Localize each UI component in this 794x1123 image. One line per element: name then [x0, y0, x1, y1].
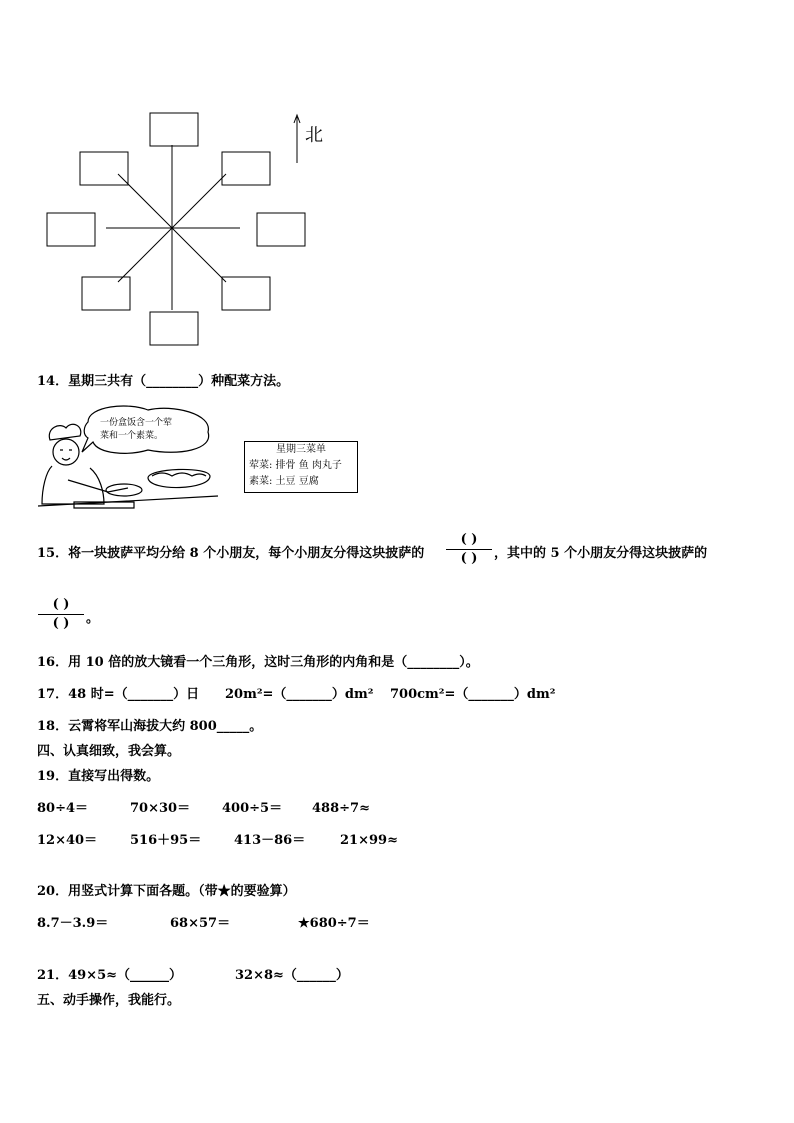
fraction-denominator: ( ): [460, 551, 478, 566]
counter: [38, 496, 218, 506]
box-northeast: [222, 152, 270, 185]
bowl: [148, 469, 210, 487]
compass-diagram: [40, 100, 340, 360]
menu-title: 星期三菜单: [276, 444, 326, 455]
section-5-heading: 五、动手操作，我能行。: [37, 993, 181, 1008]
chef-body: [42, 466, 104, 504]
compass-lines: [40, 100, 340, 360]
speech-line-2: 菜和一个素菜。: [100, 431, 164, 441]
question-16: 16．用 10 倍的放大镜看一个三角形，这时三角形的内角和是（________）。: [37, 655, 479, 670]
fraction-blank-1: [446, 531, 492, 568]
north-label: 北: [305, 125, 323, 146]
box-south: [150, 312, 198, 345]
calc-item: 70×30＝: [130, 801, 191, 816]
question-17-a: 17．48 时=（_______）日: [37, 687, 200, 702]
question-15-middle: ，其中的 5 个小朋友分得这块披萨的: [494, 546, 708, 561]
question-20-title: 20．用竖式计算下面各题。（带★的要验算）: [37, 884, 296, 899]
chef-hat: [49, 424, 81, 440]
box-east: [257, 213, 305, 246]
food: [152, 473, 206, 476]
fraction-denominator: ( ): [52, 616, 70, 631]
chef-head: [53, 439, 79, 465]
question-17-b: 20m²=（_______）dm²: [225, 687, 374, 702]
fraction-numerator: ( ): [460, 532, 478, 547]
menu-meat: 荤菜: 排骨 鱼 肉丸子: [249, 460, 342, 471]
fraction-numerator: ( ): [52, 597, 70, 612]
question-21-a: 21．49×5≈（______）: [37, 968, 183, 983]
question-21-b: 32×8≈（______）: [235, 968, 349, 983]
calc-item: 80÷4＝: [37, 801, 89, 816]
section-4-heading: 四、认真细致，我会算。: [37, 744, 181, 759]
menu-veg: 素菜: 土豆 豆腐: [249, 476, 319, 487]
calc-item: 400÷5＝: [222, 801, 283, 816]
calc-item: 488÷7≈: [312, 801, 370, 816]
chef-illustration: [38, 400, 218, 510]
vertical-calc-item: 8.7－3.9＝: [37, 916, 109, 931]
calc-item: 516＋95＝: [130, 833, 202, 848]
question-17-c: 700cm²=（_______）dm²: [390, 687, 556, 702]
question-14: 14．星期三共有（________）种配菜方法。: [37, 374, 290, 389]
speech-line-1: 一份盒饭含一个荤: [100, 418, 173, 428]
question-18: 18．云霄将军山海拔大约 800_____。: [37, 719, 263, 734]
box-northwest: [80, 152, 128, 185]
chef-arm: [68, 480, 128, 492]
plate: [106, 484, 142, 496]
question-15-before: 15．将一块披萨平均分给 8 个小朋友，每个小朋友分得这块披萨的: [37, 546, 425, 561]
box-west: [47, 213, 95, 246]
calc-item: 413－86＝: [234, 833, 306, 848]
calc-item: 12×40＝: [37, 833, 98, 848]
question-19-title: 19．直接写出得数。: [37, 769, 160, 784]
box-southwest: [82, 277, 130, 310]
fraction-blank-2: [38, 596, 84, 633]
chef-face: [60, 450, 72, 460]
calc-item: 21×99≈: [340, 833, 398, 848]
wednesday-menu: [244, 441, 358, 493]
vertical-calc-item: ★680÷7＝: [298, 916, 370, 931]
box-southeast: [222, 277, 270, 310]
question-15-end: 。: [86, 611, 100, 626]
vertical-calc-item: 68×57＝: [170, 916, 231, 931]
box-north: [150, 113, 198, 146]
